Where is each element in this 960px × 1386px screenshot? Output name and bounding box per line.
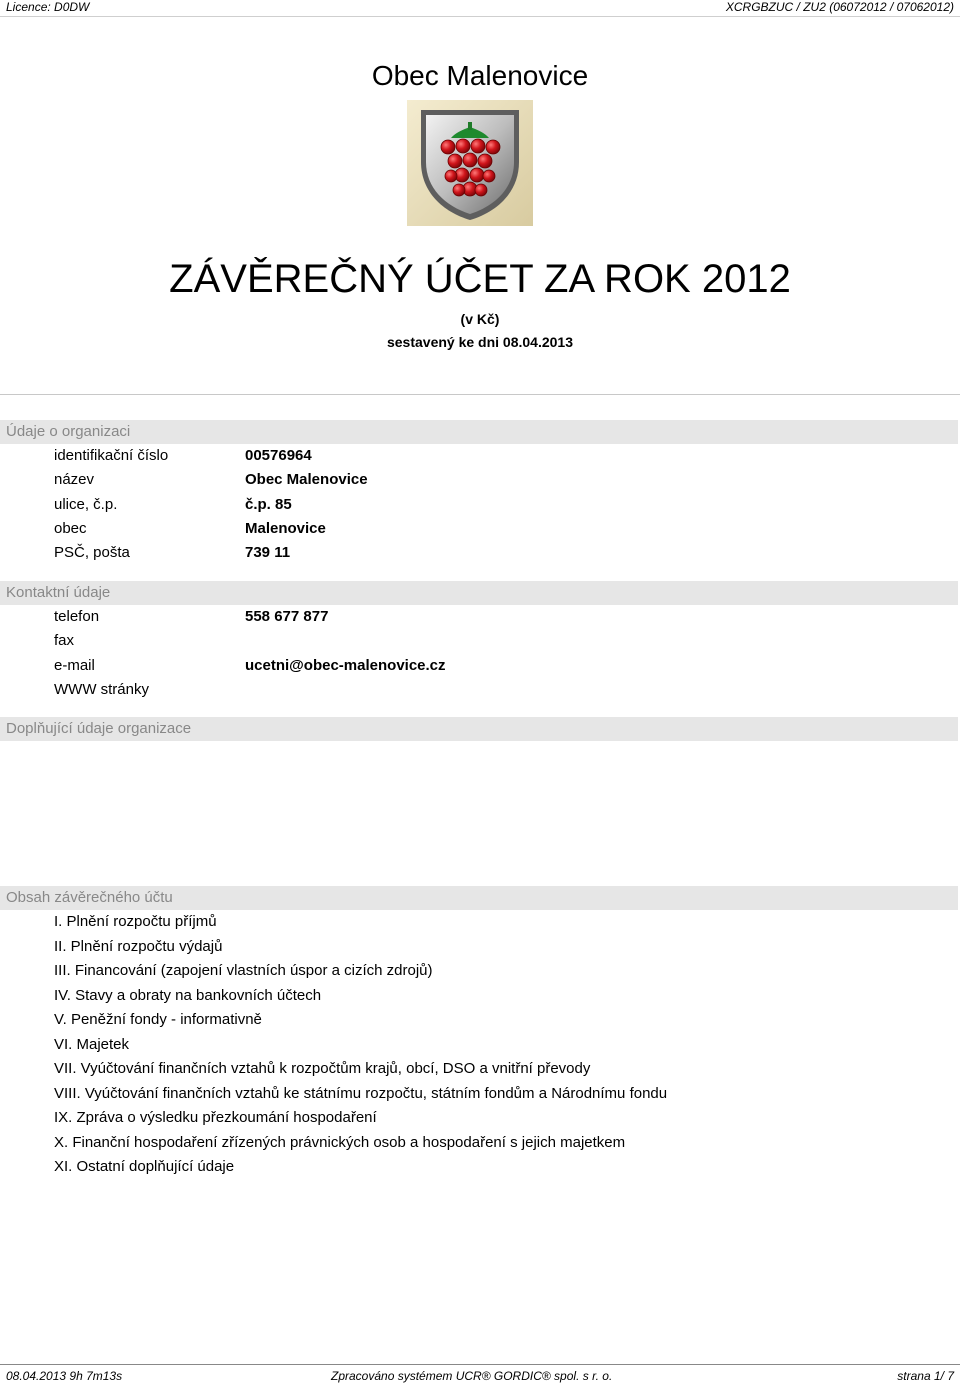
org-label-street: ulice, č.p. [54,496,118,513]
toc-item: VIII. Vyúčtování finančních vztahů ke státnímu rozpočtu, státním fondům a Národnímu fondu [54,1085,668,1102]
org-label-town: obec [54,520,87,537]
licence-text: Licence: D0DW [6,0,90,14]
contact-label-phone: telefon [54,608,100,625]
coat-of-arms-emblem [407,100,533,226]
org-value-name: Obec Malenovice [245,471,368,488]
toc-item: I. Plnění rozpočtu příjmů [54,913,217,930]
footer-divider [0,1364,960,1365]
footer-system: Zpracováno systémem UCR® GORDIC® spol. s r. o. [331,1369,613,1383]
toc-item: III. Financování (zapojení vlastních úspor a cizích zdrojů) [54,962,433,979]
contact-label-email: e-mail [54,657,95,674]
section-header-additional-info: Doplňující údaje organizace [0,717,958,741]
toc-item: IX. Zpráva o výsledku přezkoumání hospodaření [54,1109,377,1126]
currency-unit: (v Kč) [460,311,500,327]
contact-value-phone: 558 677 877 [245,608,329,625]
document-code: XCRGBZUC / ZU2 (06072012 / 07062012) [725,0,954,14]
toc-item: X. Finanční hospodaření zřízených právnických osob a hospodaření s jejich majetkem [54,1134,626,1151]
toc-item: II. Plnění rozpočtu výdajů [54,938,223,955]
compiled-date: sestavený ke dni 08.04.2013 [386,334,574,350]
report-title: ZÁVĚREČNÝ ÚČET ZA ROK 2012 [169,257,791,301]
toc-item: IV. Stavy a obraty na bankovních účtech [54,987,322,1004]
org-label-ico: identifikační číslo [54,447,169,464]
section-header-organization: Údaje o organizaci [0,420,958,444]
section-header-contents: Obsah závěrečného účtu [0,886,958,910]
org-value-ico: 00576964 [245,447,312,464]
org-label-postcode: PSČ, pošta [54,544,130,561]
toc-item: XI. Ostatní doplňující údaje [54,1158,235,1175]
footer-page-number: strana 1/ 7 [897,1369,954,1383]
section-header-contacts: Kontaktní údaje [0,581,958,605]
contact-value-email: ucetni@obec-malenovice.cz [245,657,446,674]
org-value-street: č.p. 85 [245,496,292,513]
contact-label-fax: fax [54,632,75,649]
org-value-postcode: 739 11 [245,544,291,561]
org-value-town: Malenovice [245,520,326,537]
toc-item: VI. Majetek [54,1036,130,1053]
org-label-name: název [54,471,95,488]
toc-item: V. Peněžní fondy - informativně [54,1011,262,1028]
section-divider [0,394,960,395]
contact-label-web: WWW stránky [54,681,149,698]
municipality-title: Obec Malenovice [371,60,589,91]
footer-datetime: 08.04.2013 9h 7m13s [6,1369,123,1383]
header-divider [0,16,960,17]
toc-item: VII. Vyúčtování finančních vztahů k rozpočtům krajů, obcí, DSO a vnitřní převody [54,1060,591,1077]
